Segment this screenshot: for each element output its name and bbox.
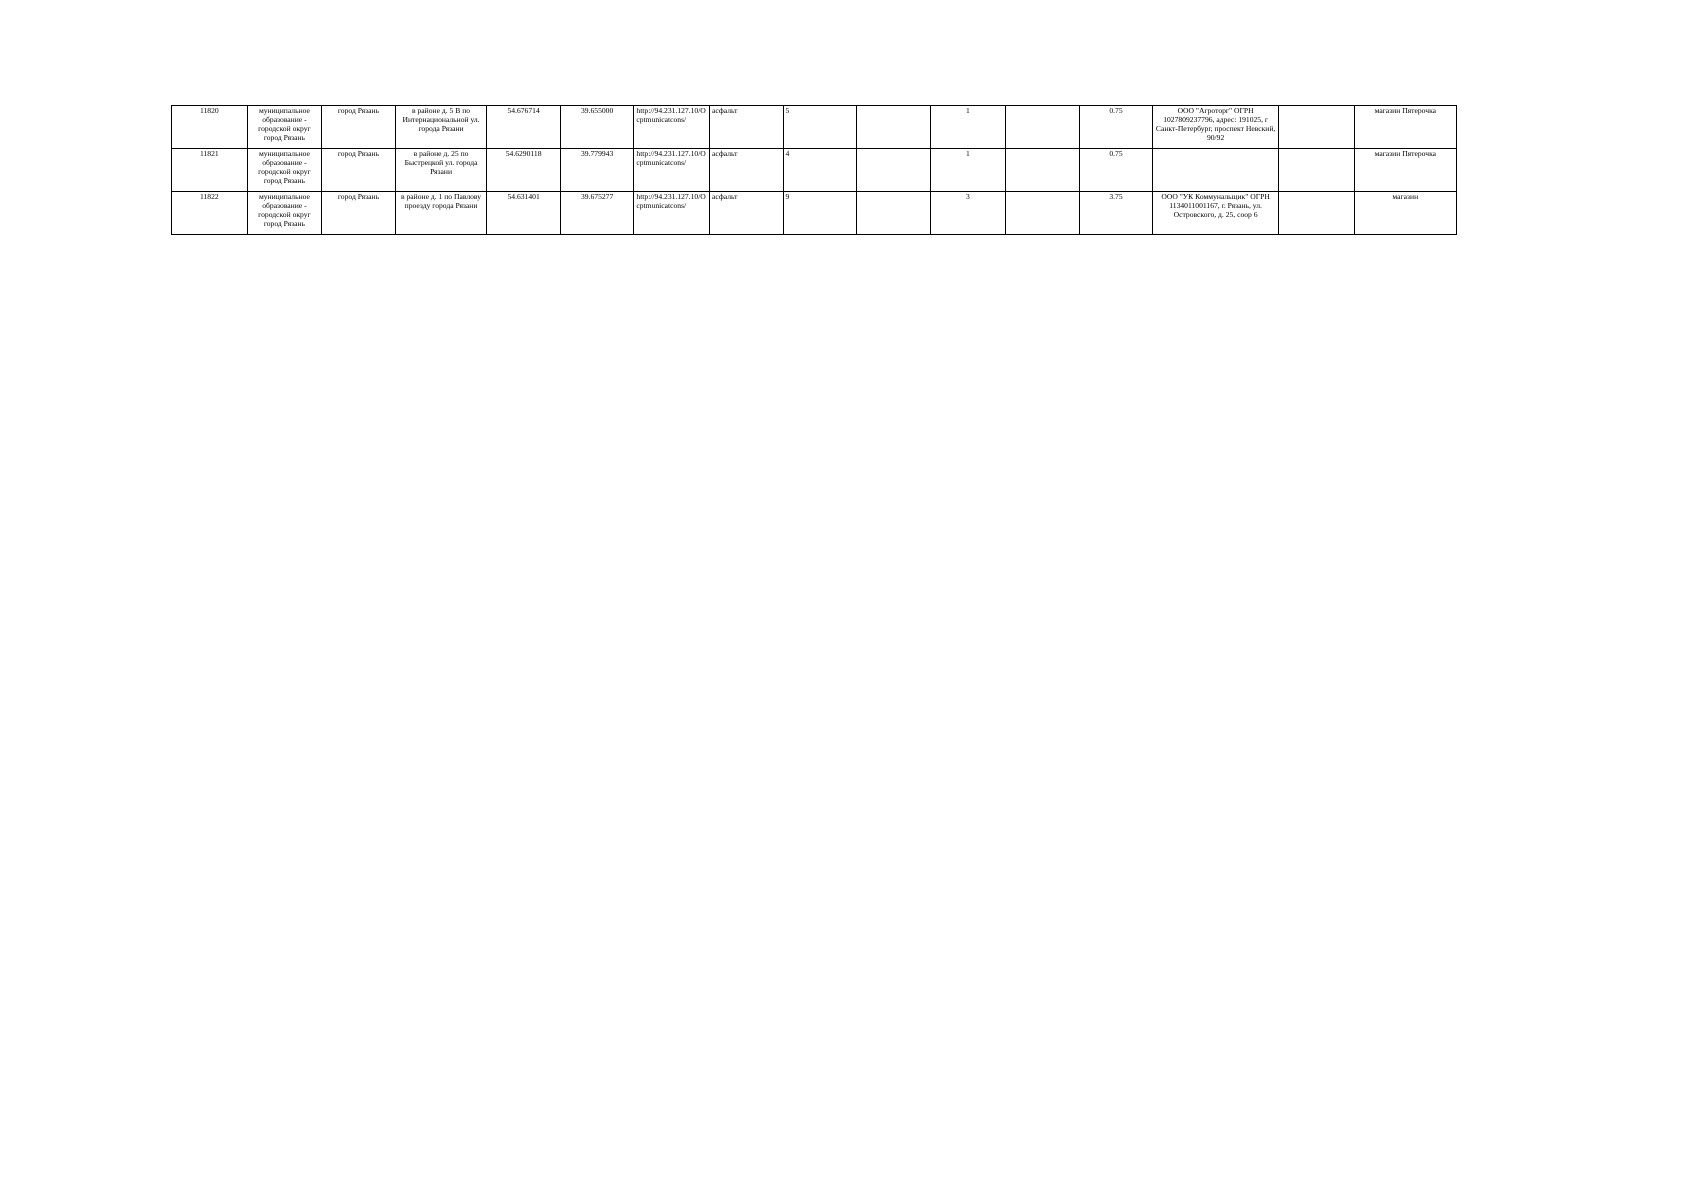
surface-type-cell: асфальт — [710, 192, 784, 235]
latitude-cell: 54.6290118 — [487, 149, 561, 192]
map-link-cell: http://94.231.127.10/Ocptmunicatcons/ — [634, 149, 710, 192]
container-volume-cell: 3.75 — [1079, 192, 1153, 235]
container-count-cell: 1 — [930, 106, 1006, 149]
row-number-cell: 11820 — [172, 106, 248, 149]
latitude-cell: 54.676714 — [487, 106, 561, 149]
empty-cell — [857, 149, 931, 192]
empty-cell — [1006, 192, 1080, 235]
empty-cell — [1278, 192, 1354, 235]
empty-cell — [857, 192, 931, 235]
table-body — [172, 106, 1457, 235]
empty-cell — [1278, 106, 1354, 149]
area-cell: 9 — [783, 192, 857, 235]
row-number-cell: 11822 — [172, 192, 248, 235]
latitude-cell: 54.631401 — [487, 192, 561, 235]
empty-cell — [857, 106, 931, 149]
empty-cell — [1006, 106, 1080, 149]
row-number-cell: 11821 — [172, 149, 248, 192]
table-row — [172, 192, 1457, 235]
longitude-cell: 39.655000 — [560, 106, 634, 149]
container-volume-cell: 0.75 — [1079, 149, 1153, 192]
table-row — [172, 149, 1457, 192]
settlement-cell: город Рязань — [322, 192, 396, 235]
address-cell: в районе д. 1 по Павлову проезду города Рязани — [395, 192, 487, 235]
settlement-cell: город Рязань — [322, 149, 396, 192]
surface-type-cell: асфальт — [710, 149, 784, 192]
empty-cell — [1006, 149, 1080, 192]
owner-cell: ООО "Агроторг" ОГРН 1027809237796, адрес: 191025, г Санкт-Петербург, проспект Невский, 90/92 — [1153, 106, 1279, 149]
empty-cell — [1278, 149, 1354, 192]
municipality-cell: муниципальное образование - городской округ город Рязань — [247, 192, 322, 235]
address-cell: в районе д. 25 по Быстрецкой ул. города Рязани — [395, 149, 487, 192]
longitude-cell: 39.779943 — [560, 149, 634, 192]
surface-type-cell: асфальт — [710, 106, 784, 149]
map-link-cell: http://94.231.127.10/Ocptmunicatcons/ — [634, 192, 710, 235]
container-count-cell: 1 — [930, 149, 1006, 192]
municipality-cell: муниципальное образование - городской округ город Рязань — [247, 106, 322, 149]
settlement-cell: город Рязань — [322, 106, 396, 149]
area-cell: 5 — [783, 106, 857, 149]
owner-cell: ООО "УК Коммунальщик" ОГРН 1134011001167, г. Рязань, ул. Островского, д. 25, соор 6 — [1153, 192, 1279, 235]
waste-source-cell: магазин Пятерочка — [1354, 106, 1456, 149]
container-count-cell: 3 — [930, 192, 1006, 235]
longitude-cell: 39.675277 — [560, 192, 634, 235]
waste-source-cell: магазин Пятерочка — [1354, 149, 1456, 192]
municipality-cell: муниципальное образование - городской округ город Рязань — [247, 149, 322, 192]
table-row — [172, 106, 1457, 149]
waste-source-cell: магазин — [1354, 192, 1456, 235]
owner-cell — [1153, 149, 1279, 192]
address-cell: в районе д. 5 В по Интернациональной ул. города Рязани — [395, 106, 487, 149]
area-cell: 4 — [783, 149, 857, 192]
map-link-cell: http://94.231.127.10/Ocptmunicatcons/ — [634, 106, 710, 149]
container-volume-cell: 0.75 — [1079, 106, 1153, 149]
registry-table — [171, 105, 1457, 235]
